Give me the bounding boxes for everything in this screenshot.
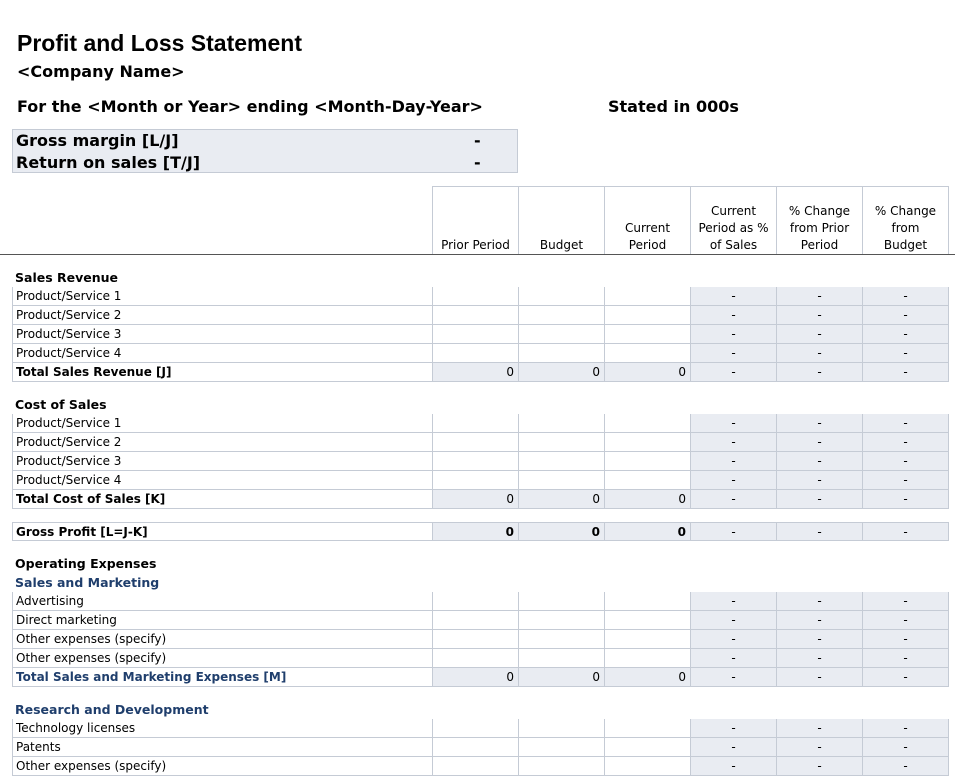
cell-col-6[interactable]: -	[862, 611, 949, 630]
cell-col-4[interactable]: -	[690, 522, 776, 541]
cell-col-3[interactable]	[604, 649, 690, 668]
cell-col-1[interactable]: 0	[432, 490, 518, 509]
cell-col-4[interactable]: -	[690, 306, 776, 325]
cell-col-5[interactable]: -	[776, 649, 862, 668]
cell-col-6[interactable]: -	[862, 414, 949, 433]
cell-col-3[interactable]: 0	[604, 522, 690, 541]
return-on-sales-label: Return on sales [T/J]	[16, 153, 201, 172]
cell-col-2[interactable]	[518, 757, 604, 776]
cell-col-3[interactable]	[604, 471, 690, 490]
cell-col-5[interactable]: -	[776, 344, 862, 363]
column-header-text: Budget	[539, 238, 584, 252]
cell-col-3[interactable]	[604, 325, 690, 344]
cell-col-2[interactable]	[518, 306, 604, 325]
cell-col-4[interactable]: -	[690, 325, 776, 344]
cell-col-3[interactable]	[604, 433, 690, 452]
row-label: Total Sales Revenue [J]	[12, 363, 432, 382]
sales-revenue-row	[12, 306, 949, 325]
row-label: Other expenses (specify)	[12, 630, 432, 649]
sales-marketing-row	[12, 649, 949, 668]
cell-col-1[interactable]	[432, 344, 518, 363]
column-header-5	[776, 186, 862, 254]
cell-col-6[interactable]: -	[862, 471, 949, 490]
cell-col-6[interactable]: -	[862, 306, 949, 325]
cell-col-6[interactable]: -	[862, 363, 949, 382]
research-development-row	[12, 738, 949, 757]
cell-col-3[interactable]	[604, 452, 690, 471]
company-name: <Company Name>	[17, 62, 185, 81]
cell-col-6[interactable]: -	[862, 719, 949, 738]
cell-col-2[interactable]	[518, 287, 604, 306]
cell-col-1[interactable]	[432, 287, 518, 306]
cell-col-5[interactable]: -	[776, 452, 862, 471]
cell-col-1[interactable]	[432, 592, 518, 611]
cell-col-1[interactable]	[432, 738, 518, 757]
row-label: Total Cost of Sales [K]	[12, 490, 432, 509]
cell-col-5[interactable]: -	[776, 719, 862, 738]
cell-col-2[interactable]	[518, 414, 604, 433]
row-label: Other expenses (specify)	[12, 757, 432, 776]
cell-col-2[interactable]	[518, 592, 604, 611]
cell-col-6[interactable]: -	[862, 592, 949, 611]
summary-box	[12, 129, 518, 173]
cell-col-2[interactable]: 0	[518, 490, 604, 509]
column-header-text: Prior Period	[441, 238, 510, 252]
cell-col-3[interactable]	[604, 287, 690, 306]
cell-col-5[interactable]: -	[776, 287, 862, 306]
column-header-text: Current Period as % of Sales	[698, 204, 769, 252]
cell-col-1[interactable]	[432, 471, 518, 490]
cell-col-5[interactable]: -	[776, 325, 862, 344]
research-development-heading: Research and Development	[15, 702, 209, 717]
cell-col-4[interactable]: -	[690, 592, 776, 611]
gross-margin-value[interactable]: -	[474, 131, 481, 150]
cell-col-3[interactable]: 0	[604, 490, 690, 509]
cell-col-2[interactable]	[518, 649, 604, 668]
cell-col-1[interactable]: 0	[432, 668, 518, 687]
column-header-text: Current Period	[624, 221, 671, 252]
cell-col-1[interactable]: 0	[432, 363, 518, 382]
cell-col-3[interactable]	[604, 630, 690, 649]
cell-col-5[interactable]: -	[776, 306, 862, 325]
cell-col-1[interactable]: 0	[432, 522, 518, 541]
cell-col-6[interactable]: -	[862, 757, 949, 776]
cell-col-2[interactable]: 0	[518, 668, 604, 687]
period-line: For the <Month or Year> ending <Month-Day-Year>	[17, 97, 483, 116]
cell-col-4[interactable]: -	[690, 719, 776, 738]
cost-of-sales-row	[12, 433, 949, 452]
cell-col-4[interactable]: -	[690, 452, 776, 471]
cell-col-6[interactable]: -	[862, 287, 949, 306]
cell-col-2[interactable]	[518, 471, 604, 490]
cell-col-1[interactable]	[432, 611, 518, 630]
cell-col-6[interactable]: -	[862, 344, 949, 363]
operating-expenses-heading: Operating Expenses	[15, 556, 157, 571]
cell-col-2[interactable]	[518, 433, 604, 452]
cell-col-6[interactable]: -	[862, 325, 949, 344]
gross-margin-label: Gross margin [L/J]	[16, 131, 179, 150]
cell-col-4[interactable]: -	[690, 471, 776, 490]
cell-col-5[interactable]: -	[776, 592, 862, 611]
header-divider	[0, 254, 955, 255]
cell-col-2[interactable]: 0	[518, 363, 604, 382]
row-label: Product/Service 1	[12, 414, 432, 433]
research-development-row	[12, 757, 949, 776]
column-header-text: % Change from Prior Period	[788, 204, 851, 252]
cell-col-5[interactable]: -	[776, 363, 862, 382]
cost-of-sales-row	[12, 414, 949, 433]
cell-col-5[interactable]: -	[776, 433, 862, 452]
column-header-2	[518, 186, 604, 254]
cell-col-4[interactable]: -	[690, 649, 776, 668]
cell-col-4[interactable]: -	[690, 738, 776, 757]
gross-profit-row	[12, 522, 949, 541]
sales-revenue-row	[12, 344, 949, 363]
row-label: Product/Service 3	[12, 452, 432, 471]
cell-col-2[interactable]	[518, 325, 604, 344]
cell-col-6[interactable]: -	[862, 452, 949, 471]
row-label: Product/Service 4	[12, 471, 432, 490]
cell-col-5[interactable]: -	[776, 471, 862, 490]
sales-revenue-row	[12, 287, 949, 306]
column-header-6	[862, 186, 949, 254]
research-development-row	[12, 719, 949, 738]
cell-col-4[interactable]: -	[690, 414, 776, 433]
cell-col-2[interactable]	[518, 344, 604, 363]
page-title: Profit and Loss Statement	[17, 30, 302, 56]
cell-col-5[interactable]: -	[776, 490, 862, 509]
cell-col-1[interactable]	[432, 433, 518, 452]
cell-col-2[interactable]	[518, 611, 604, 630]
column-header-text: % Change from Budget	[874, 204, 937, 252]
total-sales-revenue-row	[12, 363, 949, 382]
sales-marketing-row	[12, 630, 949, 649]
cell-col-4[interactable]: -	[690, 344, 776, 363]
column-header-4	[690, 186, 776, 254]
row-label: Other expenses (specify)	[12, 649, 432, 668]
sales-marketing-heading: Sales and Marketing	[15, 575, 160, 590]
cell-col-1[interactable]	[432, 306, 518, 325]
cell-col-6[interactable]: -	[862, 649, 949, 668]
cell-col-5[interactable]: -	[776, 738, 862, 757]
cell-col-3[interactable]	[604, 306, 690, 325]
sales-marketing-row	[12, 592, 949, 611]
row-label: Product/Service 4	[12, 344, 432, 363]
cell-col-1[interactable]	[432, 719, 518, 738]
cell-col-3[interactable]	[604, 719, 690, 738]
column-header-3	[604, 186, 690, 254]
cell-col-4[interactable]: -	[690, 668, 776, 687]
row-label: Advertising	[12, 592, 432, 611]
cell-col-4[interactable]: -	[690, 363, 776, 382]
return-on-sales-value[interactable]: -	[474, 153, 481, 172]
cell-col-6[interactable]: -	[862, 522, 949, 541]
cell-col-3[interactable]	[604, 592, 690, 611]
row-label: Product/Service 2	[12, 306, 432, 325]
gross-margin-row	[16, 131, 516, 153]
cost-of-sales-row	[12, 471, 949, 490]
cell-col-3[interactable]	[604, 611, 690, 630]
cell-col-4[interactable]: -	[690, 757, 776, 776]
cell-col-5[interactable]: -	[776, 757, 862, 776]
cell-col-3[interactable]	[604, 414, 690, 433]
row-label: Technology licenses	[12, 719, 432, 738]
row-label: Patents	[12, 738, 432, 757]
return-on-sales-row	[16, 153, 516, 175]
cost-of-sales-heading: Cost of Sales	[15, 397, 107, 412]
cell-col-3[interactable]	[604, 757, 690, 776]
cell-col-5[interactable]: -	[776, 668, 862, 687]
cell-col-3[interactable]	[604, 738, 690, 757]
cell-col-4[interactable]: -	[690, 433, 776, 452]
cell-col-6[interactable]: -	[862, 433, 949, 452]
cell-col-2[interactable]: 0	[518, 522, 604, 541]
total-sales-marketing-row	[12, 668, 949, 687]
row-label: Product/Service 2	[12, 433, 432, 452]
cell-col-5[interactable]: -	[776, 522, 862, 541]
cell-col-6[interactable]: -	[862, 490, 949, 509]
cell-col-5[interactable]: -	[776, 611, 862, 630]
row-label: Product/Service 3	[12, 325, 432, 344]
row-label: Direct marketing	[12, 611, 432, 630]
cell-col-3[interactable]: 0	[604, 668, 690, 687]
cell-col-6[interactable]: -	[862, 738, 949, 757]
row-label: Product/Service 1	[12, 287, 432, 306]
sales-revenue-heading: Sales Revenue	[15, 270, 118, 285]
sales-revenue-row	[12, 325, 949, 344]
column-header-1	[432, 186, 518, 254]
cell-col-6[interactable]: -	[862, 668, 949, 687]
cell-col-3[interactable]	[604, 344, 690, 363]
cell-col-2[interactable]	[518, 630, 604, 649]
cell-col-2[interactable]	[518, 719, 604, 738]
row-label: Total Sales and Marketing Expenses [M]	[12, 668, 432, 687]
cell-col-4[interactable]: -	[690, 490, 776, 509]
cell-col-1[interactable]	[432, 649, 518, 668]
cell-col-5[interactable]: -	[776, 630, 862, 649]
cell-col-5[interactable]: -	[776, 414, 862, 433]
cell-col-4[interactable]: -	[690, 611, 776, 630]
sales-marketing-row	[12, 611, 949, 630]
cell-col-2[interactable]	[518, 452, 604, 471]
cell-col-1[interactable]	[432, 414, 518, 433]
cell-col-4[interactable]: -	[690, 630, 776, 649]
cost-of-sales-row	[12, 452, 949, 471]
cell-col-3[interactable]: 0	[604, 363, 690, 382]
cell-col-1[interactable]	[432, 452, 518, 471]
cell-col-1[interactable]	[432, 630, 518, 649]
cell-col-2[interactable]	[518, 738, 604, 757]
cell-col-4[interactable]: -	[690, 287, 776, 306]
cell-col-6[interactable]: -	[862, 630, 949, 649]
stated-units: Stated in 000s	[608, 97, 739, 116]
row-label: Gross Profit [L=J-K]	[12, 522, 432, 541]
total-cost-of-sales-row	[12, 490, 949, 509]
cell-col-1[interactable]	[432, 325, 518, 344]
cell-col-1[interactable]	[432, 757, 518, 776]
